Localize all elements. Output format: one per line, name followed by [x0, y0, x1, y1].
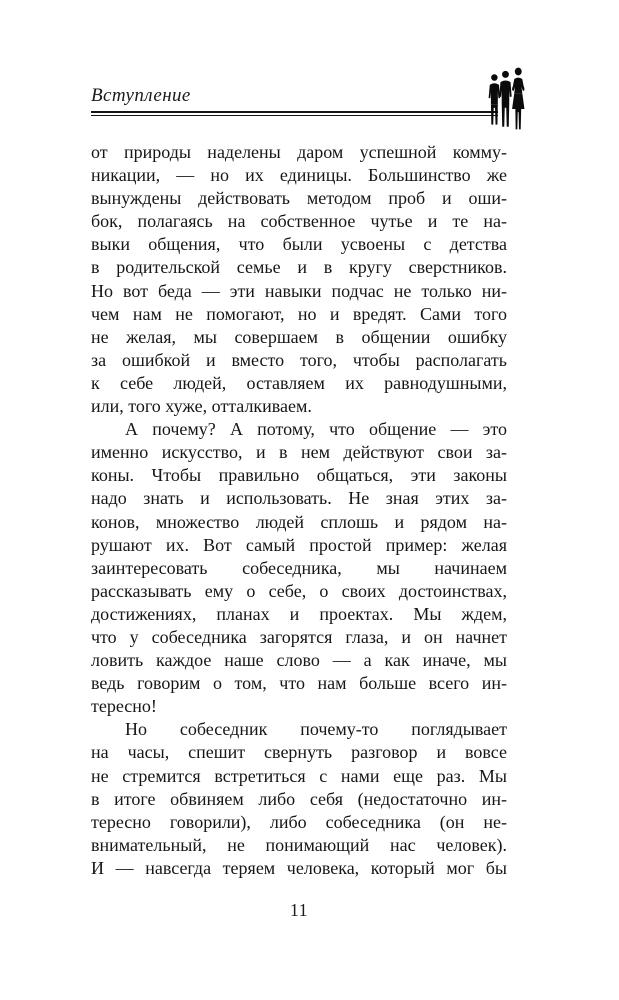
text-line: заинтересовать собеседника, мы начинаем [91, 557, 507, 578]
header-rule-thick [91, 111, 498, 113]
text-line: на часы, спешит свернуть разговор и вовсе [91, 742, 507, 763]
text-line: чем нам не помогают, но и вредят. Сами того [91, 303, 507, 324]
text-line: ведь говорим о том, что нам больше всего ин- [91, 673, 507, 694]
text-line: что у собеседника загорятся глаза, и он начнет [91, 626, 507, 647]
text-line: рассказывать ему о себе, о своих достоинствах, [91, 580, 507, 601]
text-line: конов, множество людей сплошь и рядом на- [91, 511, 507, 532]
text-line: надо знать и использовать. Не зная этих за- [91, 488, 507, 509]
text-line: именно искусство, и в нем действуют свои за- [91, 442, 507, 463]
text-line: за ошибкой и вместо того, чтобы располагать [91, 349, 507, 370]
text-line: тересно говорили), либо собеседника (он не- [91, 811, 507, 832]
text-line: тересно! [91, 696, 157, 717]
text-line: ловить каждое наше слово — а как иначе, мы [91, 650, 507, 671]
text-line: И — навсегда теряем человека, который мог бы [91, 857, 507, 878]
text-line: не желая, мы совершаем в общении ошибку [91, 326, 507, 347]
paragraph [91, 718, 507, 880]
text-line: рушают их. Вот самый простой пример: желая [91, 534, 507, 555]
people-silhouettes-icon [487, 66, 529, 132]
text-line: бок, полагаясь на собственное чутье и те на- [91, 211, 507, 232]
text-line: внимательный, не понимающий нас человек). [91, 834, 507, 855]
paragraph [91, 418, 507, 718]
text-block [91, 141, 507, 880]
page-number: 11 [289, 900, 309, 920]
paragraph [91, 141, 507, 418]
running-header [91, 85, 507, 107]
text-line: Но вот беда — эти навыки подчас не только ни- [91, 280, 507, 301]
text-line: к себе людей, оставляем их равнодушными, [91, 372, 507, 393]
header-rule [91, 111, 498, 118]
text-line: в родительской семье и в кругу сверстников. [91, 257, 507, 278]
text-line: Но собеседник почему-то поглядывает [125, 719, 507, 740]
text-line: от природы наделены даром успешной комму- [91, 142, 507, 162]
text-line: вынуждены действовать методом проб и оши- [91, 188, 507, 209]
running-header-title: Вступление [91, 85, 191, 106]
header-rule-thin [91, 115, 498, 116]
text-line: А почему? А потому, что общение — это [125, 419, 507, 440]
text-line: в итоге обвиняем либо себя (недостаточно ин- [91, 788, 507, 809]
text-line: достижениях, планах и проектах. Мы ждем, [91, 603, 507, 624]
text-line: никации, — но их единицы. Большинство же [91, 165, 507, 186]
text-line: коны. Чтобы правильно общаться, эти законы [91, 465, 507, 486]
text-line: или, того хуже, отталкиваем. [91, 396, 312, 417]
text-line: выки общения, что были усвоены с детства [91, 234, 507, 255]
text-line: не стремится встретиться с нами еще раз. Мы [91, 765, 507, 786]
